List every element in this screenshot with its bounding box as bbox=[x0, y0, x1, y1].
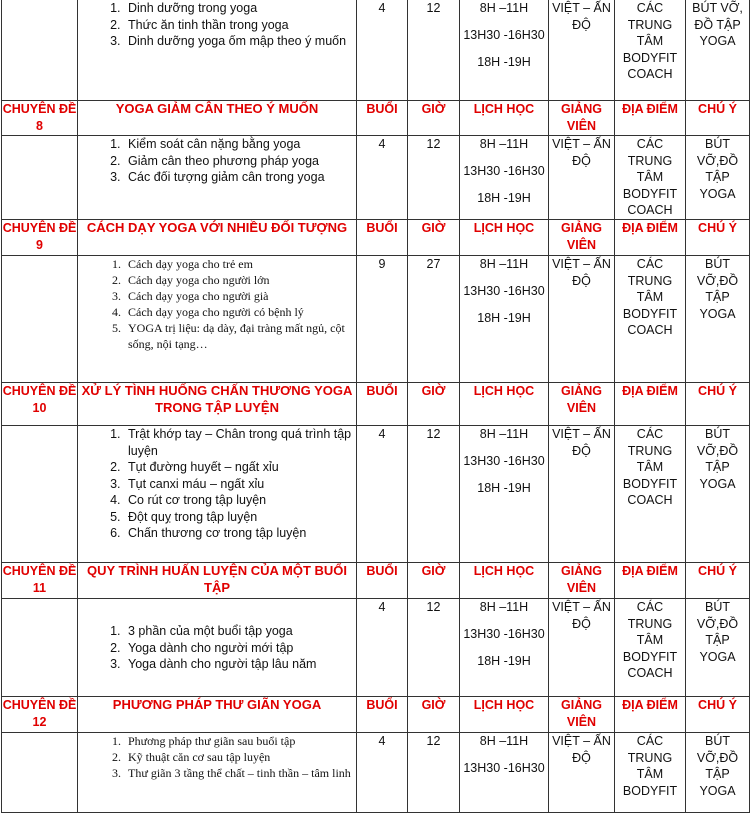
schedule-slot: 8H –11H bbox=[479, 1, 529, 15]
list-item: 2. Yoga dành cho người mới tập bbox=[124, 640, 356, 657]
schedule-header: LỊCH HỌC bbox=[460, 383, 549, 426]
instructor-value: VIỆT – ẤN ĐỘ bbox=[549, 733, 615, 813]
schedule-slot: 8H –11H bbox=[479, 427, 529, 441]
schedule-header: LỊCH HỌC bbox=[460, 697, 549, 733]
list-item: 1. Kiểm soát cân nặng bằng yoga bbox=[124, 136, 356, 153]
hours-value: 12 bbox=[408, 136, 460, 220]
hours-header: GIỜ bbox=[408, 220, 460, 256]
sessions-header: BUỔI bbox=[357, 101, 408, 136]
hours-header: GIỜ bbox=[408, 383, 460, 426]
notes-header: CHÚ Ý bbox=[686, 563, 750, 599]
instructor-value: VIỆT – ẤN ĐỘ bbox=[549, 599, 615, 697]
schedule-cell bbox=[460, 599, 549, 697]
list-item: 2. Giảm cân theo phương pháp yoga bbox=[124, 153, 356, 170]
sessions-header: BUỔI bbox=[357, 383, 408, 426]
topic-header-row bbox=[2, 220, 750, 256]
location-value: CÁC TRUNG TÂM BODYFIT bbox=[615, 733, 686, 813]
notes-header: CHÚ Ý bbox=[686, 383, 750, 426]
content-cell bbox=[78, 256, 357, 383]
schedule-header: LỊCH HỌC bbox=[460, 563, 549, 599]
sessions-value: 9 bbox=[357, 256, 408, 383]
content-cell bbox=[78, 733, 357, 813]
label-cell bbox=[2, 0, 78, 101]
topic-title: PHƯƠNG PHÁP THƯ GIÃN YOGA bbox=[78, 697, 357, 733]
location-header: ĐỊA ĐIỂM bbox=[615, 101, 686, 136]
location-header: ĐỊA ĐIỂM bbox=[615, 697, 686, 733]
schedule-slot: 18H -19H bbox=[477, 311, 531, 325]
location-header: ĐỊA ĐIỂM bbox=[615, 220, 686, 256]
topic-label: CHUYÊN ĐỀ 9 bbox=[2, 220, 78, 256]
location-header: ĐỊA ĐIỂM bbox=[615, 563, 686, 599]
content-cell bbox=[78, 0, 357, 101]
location-value: CÁC TRUNG TÂM BODYFIT COACH bbox=[615, 599, 686, 697]
content-cell bbox=[78, 426, 357, 563]
hours-value: 12 bbox=[408, 426, 460, 563]
sessions-header: BUỔI bbox=[357, 697, 408, 733]
notes-header: CHÚ Ý bbox=[686, 101, 750, 136]
notes-value: BÚT VỠ,ĐỒ TẬP YOGA bbox=[686, 256, 750, 383]
instructor-header: GIẢNG VIÊN bbox=[549, 220, 615, 256]
instructor-header: GIẢNG VIÊN bbox=[549, 101, 615, 136]
label-cell bbox=[2, 426, 78, 563]
instructor-value: VIỆT – ẤN ĐỘ bbox=[549, 136, 615, 220]
schedule-cell bbox=[460, 426, 549, 563]
sessions-value: 4 bbox=[357, 136, 408, 220]
content-list bbox=[78, 136, 356, 186]
list-item: 3. Các đối tượng giảm cân trong yoga bbox=[124, 169, 356, 186]
instructor-value: VIỆT – ẤN ĐỘ bbox=[549, 0, 615, 101]
list-item: 1. Dinh dưỡng trong yoga bbox=[124, 0, 356, 17]
list-item: 3. Dinh dưỡng yoga ốm mập theo ý muốn bbox=[124, 33, 356, 50]
notes-value: BÚT VỠ,ĐỒ TẬP YOGA bbox=[686, 136, 750, 220]
schedule-cell bbox=[460, 0, 549, 101]
topic-header-row bbox=[2, 697, 750, 733]
instructor-header: GIẢNG VIÊN bbox=[549, 563, 615, 599]
list-item: 1. Trật khớp tay – Chân trong quá trình tập luyện bbox=[124, 426, 356, 459]
location-value: CÁC TRUNG TÂM BODYFIT COACH bbox=[615, 256, 686, 383]
topic-title: YOGA GIẢM CÂN THEO Ý MUỐN bbox=[78, 101, 357, 136]
list-item: 2. Thức ăn tinh thần trong yoga bbox=[124, 17, 356, 34]
location-value: CÁC TRUNG TÂM BODYFIT COACH bbox=[615, 0, 686, 101]
hours-header: GIỜ bbox=[408, 101, 460, 136]
list-item: 5. YOGA trị liệu: dạ dày, đại tràng mất ngủ, cột sống, nội tạng… bbox=[124, 320, 356, 352]
schedule-slot: 18H -19H bbox=[477, 55, 531, 69]
location-value: CÁC TRUNG TÂM BODYFIT COACH bbox=[615, 426, 686, 563]
list-item: 5. Đột quỵ trong tập luyện bbox=[124, 509, 356, 526]
hours-value: 12 bbox=[408, 0, 460, 101]
content-cell bbox=[78, 136, 357, 220]
sessions-value: 4 bbox=[357, 0, 408, 101]
schedule-slot: 13H30 -16H30 bbox=[463, 627, 545, 641]
topic-label: CHUYÊN ĐỀ 12 bbox=[2, 697, 78, 733]
topic-content-row bbox=[2, 599, 750, 697]
instructor-header: GIẢNG VIÊN bbox=[549, 383, 615, 426]
list-item: 2. Tụt đường huyết – ngất xỉu bbox=[124, 459, 356, 476]
label-cell bbox=[2, 256, 78, 383]
list-item: 1. Cách dạy yoga cho trẻ em bbox=[124, 256, 356, 272]
topic-content-row bbox=[2, 0, 750, 101]
schedule-slot: 8H –11H bbox=[479, 734, 529, 748]
schedule-cell bbox=[460, 136, 549, 220]
sessions-value: 4 bbox=[357, 426, 408, 563]
schedule-slot: 13H30 -16H30 bbox=[463, 454, 545, 468]
list-item: 3. Cách dạy yoga cho người già bbox=[124, 288, 356, 304]
topic-header-row bbox=[2, 563, 750, 599]
list-item: 2. Cách dạy yoga cho người lớn bbox=[124, 272, 356, 288]
list-item: 3. Thư giãn 3 tầng thể chất – tinh thần – tâm linh bbox=[124, 765, 356, 781]
schedule-slot: 13H30 -16H30 bbox=[463, 164, 545, 178]
list-item: 6. Chấn thương cơ trong tập luyện bbox=[124, 525, 356, 542]
schedule-slot: 13H30 -16H30 bbox=[463, 284, 545, 298]
list-item: 1. Phương pháp thư giãn sau buổi tập bbox=[124, 733, 356, 749]
hours-value: 12 bbox=[408, 599, 460, 697]
label-cell bbox=[2, 136, 78, 220]
instructor-header: GIẢNG VIÊN bbox=[549, 697, 615, 733]
hours-value: 12 bbox=[408, 733, 460, 813]
schedule-slot: 8H –11H bbox=[479, 137, 529, 151]
schedule-slot: 8H –11H bbox=[479, 600, 529, 614]
topic-content-row bbox=[2, 256, 750, 383]
content-list bbox=[78, 426, 356, 542]
schedule-header: LỊCH HỌC bbox=[460, 101, 549, 136]
topic-title: CÁCH DẠY YOGA VỚI NHIỀU ĐỐI TƯỢNG bbox=[78, 220, 357, 256]
topic-content-row bbox=[2, 426, 750, 563]
list-item: 3. Yoga dành cho người tập lâu năm bbox=[124, 656, 356, 673]
location-header: ĐỊA ĐIỂM bbox=[615, 383, 686, 426]
schedule-slot: 13H30 -16H30 bbox=[463, 28, 545, 42]
topic-content-row bbox=[2, 136, 750, 220]
content-cell bbox=[78, 599, 357, 697]
notes-header: CHÚ Ý bbox=[686, 220, 750, 256]
topic-title: QUY TRÌNH HUẤN LUYỆN CỦA MỘT BUỔI TẬP bbox=[78, 563, 357, 599]
schedule-slot: 18H -19H bbox=[477, 654, 531, 668]
schedule-slot: 8H –11H bbox=[479, 257, 529, 271]
topic-header-row bbox=[2, 383, 750, 426]
content-list bbox=[78, 0, 356, 50]
list-item: 4. Co rút cơ trong tập luyện bbox=[124, 492, 356, 509]
content-list bbox=[78, 623, 356, 673]
list-item: 1. 3 phần của một buổi tập yoga bbox=[124, 623, 356, 640]
sessions-header: BUỔI bbox=[357, 563, 408, 599]
schedule-header: LỊCH HỌC bbox=[460, 220, 549, 256]
hours-header: GIỜ bbox=[408, 697, 460, 733]
topic-header-row bbox=[2, 101, 750, 136]
sessions-header: BUỔI bbox=[357, 220, 408, 256]
label-cell bbox=[2, 733, 78, 813]
schedule-cell bbox=[460, 733, 549, 813]
content-list bbox=[78, 256, 356, 352]
topic-label: CHUYÊN ĐỀ 10 bbox=[2, 383, 78, 426]
notes-value: BÚT VỠ,ĐỒ TẬP YOGA bbox=[686, 426, 750, 563]
topic-title: XỬ LÝ TÌNH HUỐNG CHẤN THƯƠNG YOGA TRONG TẬP LUYỆN bbox=[78, 383, 357, 426]
topic-label: CHUYÊN ĐỀ 11 bbox=[2, 563, 78, 599]
hours-header: GIỜ bbox=[408, 563, 460, 599]
instructor-value: VIỆT – ẤN ĐỘ bbox=[549, 426, 615, 563]
hours-value: 27 bbox=[408, 256, 460, 383]
topic-label: CHUYÊN ĐỀ 8 bbox=[2, 101, 78, 136]
label-cell bbox=[2, 599, 78, 697]
notes-header: CHÚ Ý bbox=[686, 697, 750, 733]
notes-value: BÚT VỠ, ĐỒ TẬP YOGA bbox=[686, 0, 750, 101]
schedule-slot: 13H30 -16H30 bbox=[463, 761, 545, 775]
content-list bbox=[78, 733, 356, 781]
sessions-value: 4 bbox=[357, 733, 408, 813]
list-item: 3. Tụt canxi máu – ngất xỉu bbox=[124, 476, 356, 493]
notes-value: BÚT VỠ,ĐỒ TẬP YOGA bbox=[686, 733, 750, 813]
instructor-value: VIỆT – ẤN ĐỘ bbox=[549, 256, 615, 383]
notes-value: BÚT VỠ,ĐỒ TẬP YOGA bbox=[686, 599, 750, 697]
location-value: CÁC TRUNG TÂM BODYFIT COACH bbox=[615, 136, 686, 220]
sessions-value: 4 bbox=[357, 599, 408, 697]
list-item: 2. Kỹ thuật căn cơ sau tập luyện bbox=[124, 749, 356, 765]
schedule-slot: 18H -19H bbox=[477, 191, 531, 205]
schedule-slot: 18H -19H bbox=[477, 481, 531, 495]
schedule-cell bbox=[460, 256, 549, 383]
schedule-table bbox=[1, 0, 750, 813]
list-item: 4. Cách dạy yoga cho người có bệnh lý bbox=[124, 304, 356, 320]
topic-content-row bbox=[2, 733, 750, 813]
